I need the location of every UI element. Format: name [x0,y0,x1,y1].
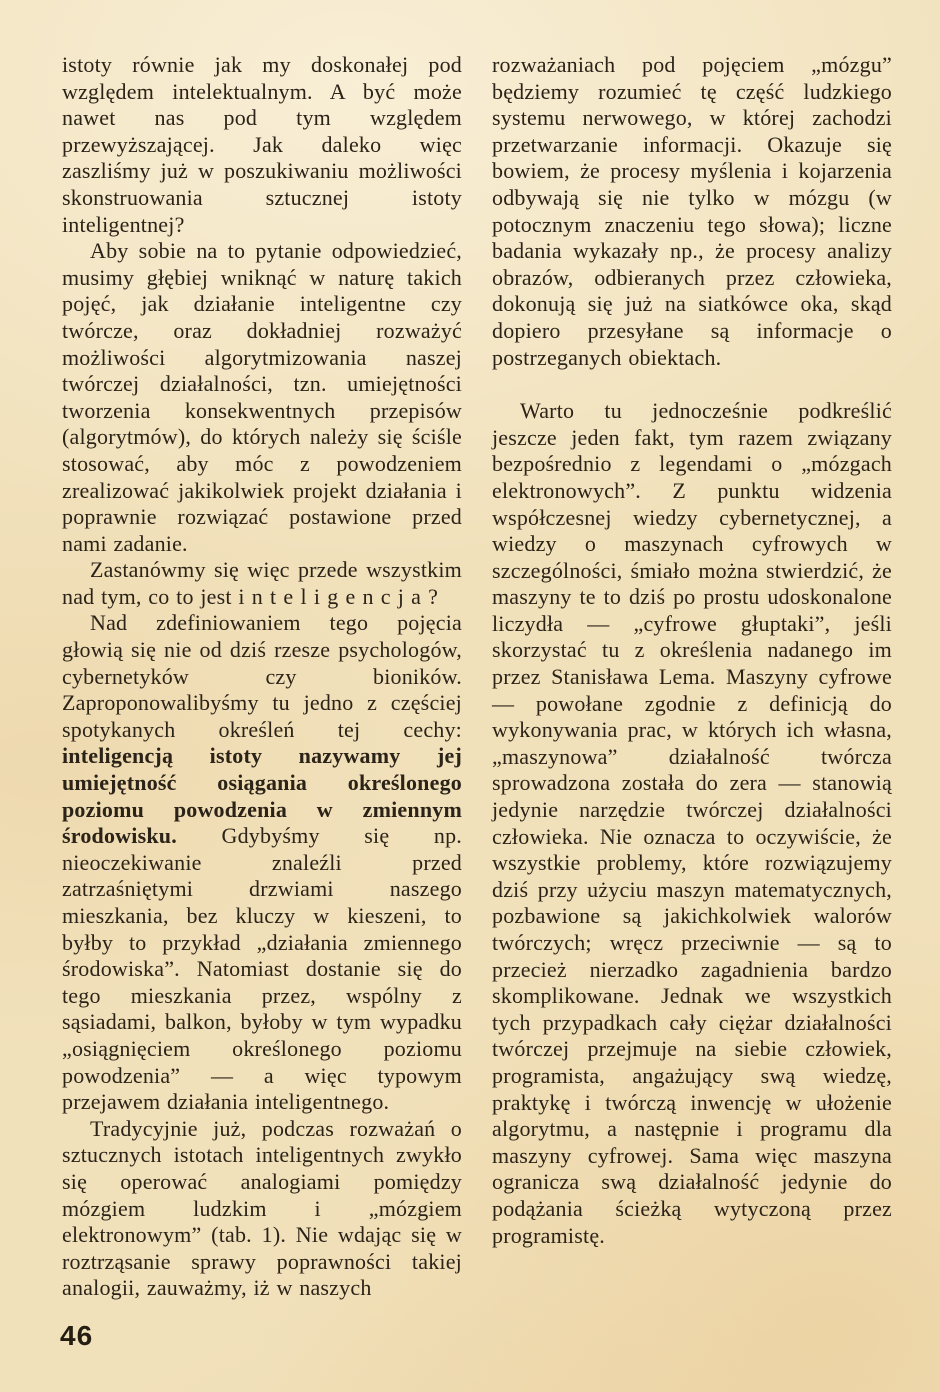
paragraph [62,1116,462,1302]
body-text: Zastanówmy się więc przede wszystkim nad tym, co to jest [62,557,462,609]
text-columns [62,52,892,1302]
bold-definition-text: inteligencją istoty nazywamy jej umiejętność osiągania określonego poziomu powodzenia w zmiennym środowisku. [62,743,462,849]
body-text: ? [428,583,439,609]
column-right [492,52,892,1302]
body-text: Gdybyśmy się np. nieoczekiwanie znaleźli przed zatrzaśniętymi drzwiami naszego mieszkania, bez kluczy w kieszeni, to byłby to przykład „działania zmiennego środowiska”. Natomiast dostanie się do tego mieszkania przez, wspólny z sąsiadami, balkon, byłoby w tym wypadku „osiągnięciem określonego poziomu powodzenia” — a więc typowym przejawem działania inteligentnego. [62,823,462,1115]
paragraph [62,610,462,1115]
body-text: Aby sobie na to pytanie odpowiedzieć, musimy głębiej wniknąć w naturę takich pojęć, jak działanie inteligentne czy twórcze, oraz dokładniej rozważyć możliwości algorytmizowania naszej twórczej działalności, tzn. umiejętności tworzenia konsekwentnych przepisów (algorytmów), do których należy się ściśle stosować, aby móc z powodzeniem zrealizować jakikolwiek projekt działania i poprawnie rozwiązać postawione przed nami zadanie. [62,238,462,556]
paragraph [62,52,462,238]
paragraph [62,238,462,557]
body-text: istoty równie jak my doskonałej pod względem intelektualnym. A być może nawet nas pod tym względem przewyższającej. Jak daleko więc zaszliśmy już w poszukiwaniu możliwości skonstruowania sztucznej istoty inteligentnej? [62,52,462,237]
body-text: Warto tu jednocześnie podkreślić jeszcze jeden fakt, tym razem związany bezpośrednio z legendami o „mózgach elektronowych”. Z punktu widzenia współczesnej wiedzy cybernetycznej, a wiedzy o maszynach cyfrowych w szczególności, śmiało można stwierdzić, że maszyny te to dziś po prostu udoskonalone liczydła — „cyfrowe głuptaki”, jeśli skorzystać tu z określenia nadanego im przez Stanisława Lema. Maszyny cyfrowe — powołane zgodnie z definicją do wykonywania prac, w których ich własna, „maszynowa” działalność twórcza sprowadzona została do zera — stanowią jedynie narzędzie twórczej działalności człowieka. Nie oznacza to oczywiście, że wszystkie problemy, które rozwiązujemy dziś przy użyciu maszyn matematycznych, pozbawione są jakichkolwiek walorów twórczych; wręcz przeciwnie — są to przecież nierzadko zagadnienia bardzo skomplikowane. Jednak we wszystkich tych przypadkach cały ciężar działalności twórczej przejmuje na siebie człowiek, programista, angażujący swą wiedzę, praktykę i twórczą inwencję w ułożenie algorytmu, a następnie i programu dla maszyny cyfrowej. Sama więc maszyna ogranicza swą działalność jedynie do podążania ścieżką wytyczoną przez programistę. [492,398,892,1248]
paragraph [492,52,892,371]
column-left [62,52,462,1302]
body-text: rozważaniach pod pojęciem „mózgu” będziemy rozumieć tę część ludzkiego systemu nerwowego, w której zachodzi przetwarzanie informacji. Okazuje się bowiem, że procesy myślenia i kojarzenia odbywają się nie tylko w mózgu (w potocznym znaczeniu tego słowa); liczne badania wykazały np., że procesy analizy obrazów, odbieranych przez człowieka, dokonują się już na siatkówce oka, skąd dopiero przesyłane są informacje o postrzeganych obiektach. [492,52,892,370]
body-text: Tradycyjnie już, podczas rozważań o sztucznych istotach inteligentnych zwykło się operować analogiami pomiędzy mózgiem ludzkim i „mózgiem elektronowym” (tab. 1). Nie wdając się w roztrząsanie sprawy poprawności takiej analogii, zauważmy, iż w naszych [62,1115,462,1301]
paragraph [62,557,462,610]
body-text: Nad zdefiniowaniem tego pojęcia głowią się nie od dziś rzesze psychologów, cybernetyków czy bioników. Zaproponowalibyśmy tu jedno z częściej spotykanych określeń tej cechy: [62,610,462,742]
page-number: 46 [60,1320,94,1351]
paragraph [492,398,892,1249]
letterspaced-term: inteligencja [238,583,429,609]
